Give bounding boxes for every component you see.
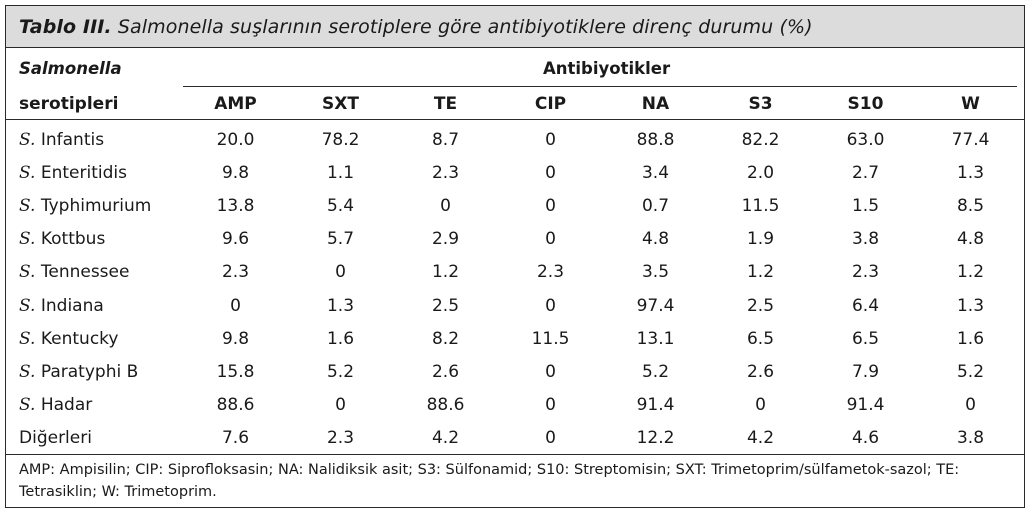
value-cell: 2.6 (746, 361, 775, 382)
value-cell: 0.7 (641, 195, 670, 216)
serotype-cell (6, 189, 183, 222)
title-bar (6, 6, 1024, 48)
value-cell: 4.6 (851, 428, 880, 449)
value-cell: 0 (335, 395, 346, 416)
serotype-cell (6, 119, 183, 156)
serotype-name: Infantis (40, 129, 105, 150)
column-header-s10: S10 (847, 94, 884, 114)
value-cell: 3.4 (641, 162, 670, 183)
value-cell: 2.3 (536, 262, 565, 283)
value-cell: 0 (545, 129, 556, 150)
column-header-na: NA (641, 94, 670, 114)
genus-abbrev: S. (19, 361, 36, 382)
value-cell: 7.9 (851, 361, 880, 382)
genus-abbrev: S. (19, 328, 36, 349)
table-caption: Salmonella suşlarının serotiplere göre antibiyotiklere direnç durumu (%) (117, 16, 813, 38)
value-cell: 3.8 (956, 428, 985, 449)
serotype-name: Enteritidis (40, 162, 127, 183)
value-cell: 12.2 (636, 428, 675, 449)
value-cell: 0 (545, 195, 556, 216)
value-cell: 11.5 (741, 195, 780, 216)
value-cell: 2.0 (746, 162, 775, 183)
value-cell: 8.5 (956, 195, 985, 216)
value-cell: 0 (545, 428, 556, 449)
value-cell: 0 (335, 262, 346, 283)
value-cell: 2.9 (431, 229, 460, 250)
column-header-te: TE (433, 94, 458, 114)
table-row (6, 256, 1023, 289)
serotype-cell (6, 289, 183, 322)
serotype-name: Hadar (40, 395, 93, 416)
value-cell: 5.7 (326, 229, 355, 250)
table-row (6, 289, 1023, 322)
value-cell: 0 (545, 361, 556, 382)
abbreviations-footnote: AMP: Ampisilin; CIP: Siprofloksasin; NA: Nalidiksik asit; S3: Sülfonamid; S10: Streptomisin; SXT: Trimetoprim/sülfametok-sazol; TE: Tetrasiklin; W: Trimetoprim. (19, 462, 960, 500)
table-row (6, 322, 1023, 355)
value-cell: 1.5 (851, 195, 880, 216)
value-cell: 1.6 (956, 328, 985, 349)
serotype-name: Kentucky (40, 328, 119, 349)
value-cell: 11.5 (531, 328, 570, 349)
value-cell: 6.5 (746, 328, 775, 349)
value-cell: 8.2 (431, 328, 460, 349)
table-body (6, 119, 1023, 455)
serotype-name: Kottbus (40, 229, 106, 250)
value-cell: 0 (230, 295, 241, 316)
value-cell: 0 (545, 295, 556, 316)
value-cell: 0 (440, 195, 451, 216)
value-cell: 5.2 (326, 361, 355, 382)
value-cell: 13.1 (636, 328, 675, 349)
value-cell: 9.8 (221, 328, 250, 349)
value-cell: 4.2 (746, 428, 775, 449)
row-header-line1: Salmonella (19, 59, 122, 78)
value-cell: 88.8 (636, 129, 675, 150)
value-cell: 1.1 (326, 162, 355, 183)
value-cell: 5.4 (326, 195, 355, 216)
value-cell: 1.2 (431, 262, 460, 283)
table-row (6, 355, 1023, 388)
table-row (6, 189, 1023, 222)
serotype-name: Diğerleri (19, 428, 92, 449)
value-cell: 13.8 (216, 195, 255, 216)
table-row (6, 223, 1023, 256)
column-header-row (6, 89, 1023, 119)
value-cell: 91.4 (636, 395, 675, 416)
value-cell: 3.8 (851, 229, 880, 250)
value-cell: 0 (545, 162, 556, 183)
value-cell: 0 (965, 395, 976, 416)
value-cell: 5.2 (956, 361, 985, 382)
serotype-cell (6, 389, 183, 422)
resistance-table (6, 89, 1023, 455)
antibiotics-group-header: Antibiyotikler (543, 59, 671, 78)
value-cell: 2.5 (431, 295, 460, 316)
table-row (6, 422, 1023, 455)
column-header-w: W (961, 94, 980, 114)
row-header-line2: serotipleri (19, 94, 119, 114)
genus-abbrev: S. (19, 295, 36, 316)
genus-abbrev: S. (19, 395, 36, 416)
value-cell: 2.6 (431, 361, 460, 382)
genus-abbrev: S. (19, 262, 36, 283)
table-frame (5, 5, 1025, 508)
table-number: Tablo III. (19, 16, 112, 38)
column-header-cip: CIP (534, 94, 567, 114)
serotype-cell (6, 156, 183, 189)
value-cell: 2.3 (326, 428, 355, 449)
value-cell: 6.4 (851, 295, 880, 316)
table-row (6, 389, 1023, 422)
value-cell: 2.5 (746, 295, 775, 316)
value-cell: 1.2 (956, 262, 985, 283)
genus-abbrev: S. (19, 162, 36, 183)
serotype-name: Indiana (40, 295, 104, 316)
value-cell: 1.3 (326, 295, 355, 316)
value-cell: 1.3 (956, 295, 985, 316)
value-cell: 88.6 (426, 395, 465, 416)
value-cell: 7.6 (221, 428, 250, 449)
value-cell: 0 (755, 395, 766, 416)
serotype-cell (6, 223, 183, 256)
value-cell: 9.6 (221, 229, 250, 250)
value-cell: 3.5 (641, 262, 670, 283)
value-cell: 4.2 (431, 428, 460, 449)
value-cell: 1.3 (956, 162, 985, 183)
column-header-amp: AMP (214, 94, 257, 114)
genus-abbrev: S. (19, 229, 36, 250)
serotype-cell (6, 355, 183, 388)
column-header-sxt: SXT (322, 94, 359, 114)
genus-abbrev: S. (19, 129, 36, 150)
serotype-name: Tennessee (40, 262, 130, 283)
value-cell: 20.0 (216, 129, 255, 150)
value-cell: 2.3 (221, 262, 250, 283)
value-cell: 1.9 (746, 229, 775, 250)
value-cell: 5.2 (641, 361, 670, 382)
value-cell: 1.6 (326, 328, 355, 349)
serotype-cell (6, 256, 183, 289)
group-header-rule (183, 86, 1017, 87)
value-cell: 2.3 (431, 162, 460, 183)
serotype-name: Paratyphi B (40, 361, 139, 382)
value-cell: 6.5 (851, 328, 880, 349)
value-cell: 82.2 (741, 129, 780, 150)
genus-abbrev: S. (19, 195, 36, 216)
value-cell: 9.8 (221, 162, 250, 183)
value-cell: 63.0 (846, 129, 885, 150)
value-cell: 88.6 (216, 395, 255, 416)
serotype-cell (6, 422, 183, 455)
table-title (19, 16, 813, 38)
value-cell: 1.2 (746, 262, 775, 283)
value-cell: 8.7 (431, 129, 460, 150)
value-cell: 77.4 (951, 129, 990, 150)
value-cell: 78.2 (321, 129, 360, 150)
value-cell: 91.4 (846, 395, 885, 416)
value-cell: 4.8 (956, 229, 985, 250)
value-cell: 0 (545, 229, 556, 250)
serotype-cell (6, 322, 183, 355)
column-header-s3: S3 (748, 94, 773, 114)
value-cell: 0 (545, 395, 556, 416)
value-cell: 15.8 (216, 361, 255, 382)
value-cell: 2.7 (851, 162, 880, 183)
serotype-name: Typhimurium (40, 195, 152, 216)
value-cell: 4.8 (641, 229, 670, 250)
table-row (6, 156, 1023, 189)
value-cell: 2.3 (851, 262, 880, 283)
table-row (6, 119, 1023, 156)
value-cell: 97.4 (636, 295, 675, 316)
